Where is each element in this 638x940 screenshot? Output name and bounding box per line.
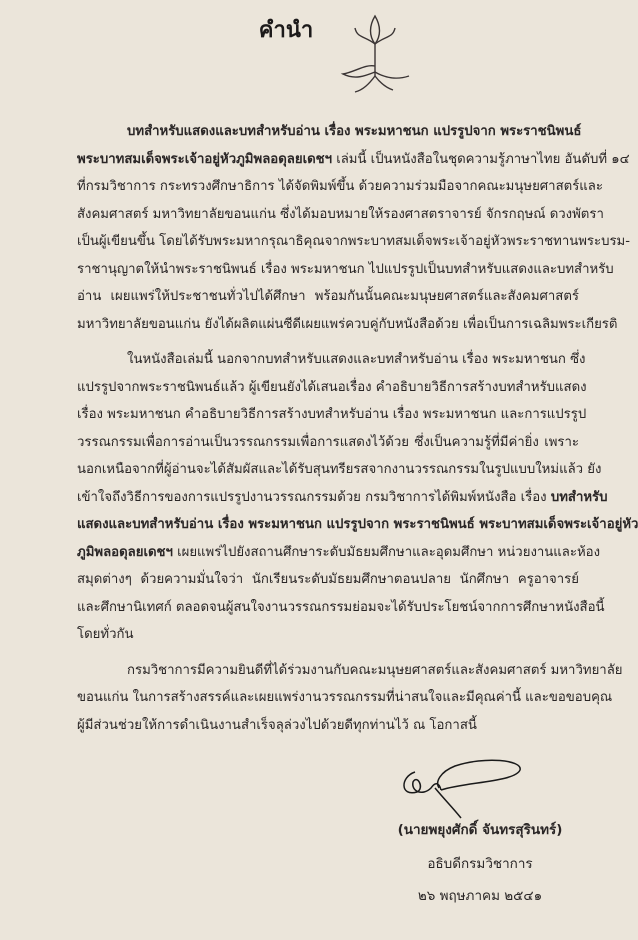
text-line xyxy=(77,684,613,712)
text: ที่กรมวิชาการ กระทรวงศึกษาธิการ ได้จัดพิมพ์ขึ้น ด้วยความร่วมมือจากคณะมนุษยศาสตร์และ xyxy=(77,179,603,194)
floral-ornament-icon xyxy=(335,6,415,96)
text: เป็นผู้เขียนขึ้น โดยได้รับพระมหากรุณาธิคุณจากพระบาทสมเด็จพระเจ้าอยู่หัวพระราชทานพระบรม- xyxy=(77,234,630,249)
bold-text: พระบาทสมเด็จพระเจ้าอยู่หัวภูมิพลอดุลยเดชฯ xyxy=(77,151,332,167)
text-line xyxy=(77,566,579,594)
page-title: คำนำ xyxy=(258,18,314,43)
paragraph xyxy=(77,346,638,649)
text-line xyxy=(77,456,602,484)
text: โดยทั่วกัน xyxy=(77,627,134,642)
text: อ่าน เผยแพร่ให้ประชาชนทั่วไปได้ศึกษา พร้อมกันนั้นคณะมนุษยศาสตร์และสังคมศาสตร์ xyxy=(77,289,579,304)
text-line xyxy=(77,539,601,567)
signature-date: ๒๖ พฤษภาคม ๒๕๔๑ xyxy=(417,888,543,904)
text: และศึกษานิเทศก์ ตลอดจนผู้สนใจงานวรรณกรรมย่อมจะได้รับประโยชน์จากการศึกษาหนังสือนี้ xyxy=(77,599,605,615)
text-line xyxy=(77,484,608,512)
text-line xyxy=(77,374,587,402)
signatory-name: (นายพยุงศักดิ์ จันทรสุรินทร์) xyxy=(397,822,563,838)
paragraph-gap xyxy=(77,338,579,346)
text-line xyxy=(77,712,579,740)
bold-text: ภูมิพลอดุลยเดชฯ xyxy=(77,544,173,560)
paragraph-gap xyxy=(77,649,579,657)
text-line xyxy=(77,657,623,685)
text-line xyxy=(77,621,579,649)
text-line xyxy=(77,346,586,374)
text-line xyxy=(77,173,603,201)
text: เผยแพร่ไปยังสถานศึกษาระดับมัธยมศึกษาและอุดมศึกษา หน่วยงานและห้อง xyxy=(172,544,601,560)
text: กรมวิชาการมีความยินดีที่ได้ร่วมงานกับคณะมนุษยศาสตร์และสังคมศาสตร์ มหาวิทยาลัย xyxy=(127,662,623,678)
text: นอกเหนือจากที่ผู้อ่านจะได้สัมผัสและได้รับสุนทรียรสจากงานวรรณกรรมในรูปแบบใหม่แล้ว ยัง xyxy=(77,462,602,477)
text: สังคมศาสตร์ มหาวิทยาลัยขอนแก่น ซึ่งได้มอบหมายให้รองศาสตราจารย์ จักรกฤษณ์ ดวงพัตรา xyxy=(77,206,604,222)
text-line xyxy=(77,429,579,457)
text-line xyxy=(77,228,630,256)
bold-text: บทสำหรับ xyxy=(550,489,608,505)
text: เข้าใจถึงวิธีการของการแปรรูปงานวรรณกรรมด้วย กรมวิชาการได้พิมพ์หนังสือ เรื่อง xyxy=(77,489,551,505)
bold-text: บทสำหรับแสดงและบทสำหรับอ่าน เรื่อง พระมหาชนก แปรรูปจาก พระราชนิพนธ์ xyxy=(127,124,582,139)
signature-icon xyxy=(395,752,525,822)
text: วรรณกรรมเพื่อการอ่านเป็นวรรณกรรมเพื่อการแสดงไว้ด้วย ซึ่งเป็นความรู้ที่มีค่ายิ่ง เพราะ xyxy=(77,434,579,450)
text: มหาวิทยาลัยขอนแก่น ยังได้ผลิตแผ่นซีดีเผยแพร่ควบคู่กับหนังสือด้วย เพื่อเป็นการเฉลิมพระเกียรติ xyxy=(77,316,618,332)
text: เล่มนี้ เป็นหนังสือในชุดความรู้ภาษาไทย อันดับที่ ๑๔ xyxy=(332,151,630,167)
text-line xyxy=(77,146,630,174)
text: สมุดต่างๆ ด้วยความมั่นใจว่า นักเรียนระดับมัธยมศึกษาตอนปลาย นักศึกษา ครูอาจารย์ xyxy=(77,572,579,587)
text: ราชานุญาตให้นำพระราชนิพนธ์ เรื่อง พระมหาชนก ไปแปรรูปเป็นบทสำหรับแสดงและบทสำหรับ xyxy=(77,261,614,277)
text: เรื่อง พระมหาชนก คำอธิบายวิธีการสร้างบทสำหรับอ่าน เรื่อง พระมหาชนก และการแปรรูป xyxy=(77,407,587,422)
text-line xyxy=(77,118,582,146)
paragraph xyxy=(77,657,623,740)
text-line xyxy=(77,201,604,229)
paragraph xyxy=(77,118,630,338)
text-line xyxy=(77,401,587,429)
text: ผู้มีส่วนช่วยให้การดำเนินงานสำเร็จลุล่วงไปด้วยดีทุกท่านไว้ ณ โอกาสนี้ xyxy=(77,717,477,733)
signatory-position: อธิบดีกรมวิชาการ xyxy=(427,856,533,872)
text-line xyxy=(77,256,614,284)
text-line xyxy=(77,511,638,539)
bold-text: แสดงและบทสำหรับอ่าน เรื่อง พระมหาชนก แปรรูปจาก พระราชนิพนธ์ พระบาทสมเด็จพระเจ้าอยู่หัว xyxy=(77,517,638,532)
text-line xyxy=(77,311,618,339)
document-body xyxy=(77,118,638,739)
text: แปรรูปจากพระราชนิพนธ์แล้ว ผู้เขียนยังได้เสนอเรื่อง คำอธิบายวิธีการสร้างบทสำหรับแสดง xyxy=(77,379,587,395)
text: ในหนังสือเล่มนี้ นอกจากบทสำหรับแสดงและบทสำหรับอ่าน เรื่อง พระมหาชนก ซึ่ง xyxy=(127,352,586,367)
text: ขอนแก่น ในการสร้างสรรค์และเผยแพร่งานวรรณกรรมที่น่าสนใจและมีคุณค่านี้ และขอขอบคุณ xyxy=(77,690,613,705)
text-line xyxy=(77,594,605,622)
text-line xyxy=(77,283,579,311)
